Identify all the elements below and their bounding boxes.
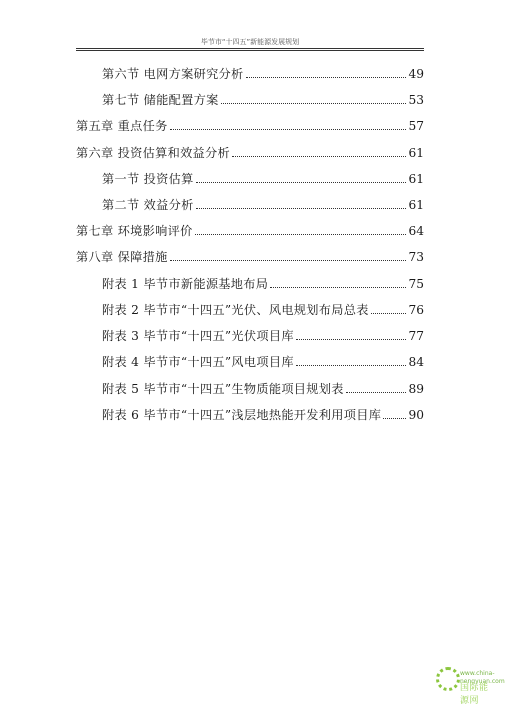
toc-page-number: 90 <box>408 408 424 422</box>
toc-entry-label: 附表 2 毕节市“十四五”光伏、风电规划布局总表 <box>102 303 369 317</box>
header-rule <box>76 48 424 51</box>
toc-leader-dots <box>232 156 406 157</box>
watermark-logo <box>436 667 505 706</box>
toc-entry[interactable] <box>76 249 424 265</box>
toc-entry[interactable] <box>102 354 424 370</box>
toc-entry-label: 附表 5 毕节市“十四五”生物质能项目规划表 <box>102 382 344 396</box>
toc-page-number: 49 <box>408 67 424 81</box>
toc-entry[interactable] <box>102 171 424 187</box>
toc-entry[interactable] <box>76 145 424 161</box>
toc-leader-dots <box>371 313 407 314</box>
toc-entry[interactable] <box>102 381 424 397</box>
toc-entry-label: 附表 6 毕节市“十四五”浅层地热能开发利用项目库 <box>102 408 382 422</box>
toc-entry-label: 第七章 环境影响评价 <box>76 224 193 238</box>
toc-entry-label: 第六章 投资估算和效益分析 <box>76 146 231 160</box>
toc-leader-dots <box>270 287 406 288</box>
toc-entry[interactable] <box>76 118 424 134</box>
toc-page-number: 73 <box>408 250 424 264</box>
toc-leader-dots <box>170 129 407 130</box>
toc-leader-dots <box>246 77 407 78</box>
toc-entry[interactable] <box>102 328 424 344</box>
toc-page-number: 76 <box>408 303 424 317</box>
running-header: 毕节市“十四五”新能源发展规划 <box>200 38 300 46</box>
toc-page-number: 53 <box>408 93 424 107</box>
watermark-brand: 国际能源网 <box>460 683 489 706</box>
toc-leader-dots <box>383 418 406 419</box>
toc-entry[interactable] <box>76 223 424 239</box>
toc-leader-dots <box>196 182 407 183</box>
toc-leader-dots <box>170 260 407 261</box>
toc-entry[interactable] <box>102 407 424 423</box>
toc-leader-dots <box>346 392 407 393</box>
toc-entry[interactable] <box>102 197 424 213</box>
toc-page-number: 77 <box>408 329 424 343</box>
toc-entry[interactable] <box>102 66 424 82</box>
toc-leader-dots <box>195 234 407 235</box>
toc-page-number: 89 <box>408 382 424 396</box>
toc-leader-dots <box>221 103 407 104</box>
toc-page-number: 75 <box>408 277 424 291</box>
toc-entry-label: 附表 4 毕节市“十四五”风电项目库 <box>102 355 294 369</box>
toc-entry-label: 第二节 效益分析 <box>102 198 194 212</box>
toc-page-number: 64 <box>408 224 424 238</box>
toc-entry-label: 附表 1 毕节市新能源基地布局 <box>102 277 269 291</box>
toc-entry-label: 第八章 保障措施 <box>76 250 168 264</box>
watermark-ring-icon <box>436 667 460 691</box>
toc-entry-label: 第六节 电网方案研究分析 <box>102 67 244 81</box>
watermark-url: www.china-nengyuan.com <box>460 670 505 685</box>
toc-page-number: 57 <box>408 119 424 133</box>
toc-entry[interactable] <box>102 276 424 292</box>
toc-entry-label: 第一节 投资估算 <box>102 172 194 186</box>
toc-page-number: 61 <box>408 172 424 186</box>
toc-leader-dots <box>296 365 407 366</box>
toc-entry-label: 第七节 储能配置方案 <box>102 93 219 107</box>
toc-page-number: 61 <box>408 198 424 212</box>
toc-page-number: 61 <box>408 146 424 160</box>
toc-leader-dots <box>296 339 407 340</box>
toc-leader-dots <box>196 208 407 209</box>
toc-entry-label: 第五章 重点任务 <box>76 119 168 133</box>
toc-page-number: 84 <box>408 355 424 369</box>
toc-entry[interactable] <box>102 92 424 108</box>
toc-entry-label: 附表 3 毕节市“十四五”光伏项目库 <box>102 329 294 343</box>
toc-entry[interactable] <box>102 302 424 318</box>
